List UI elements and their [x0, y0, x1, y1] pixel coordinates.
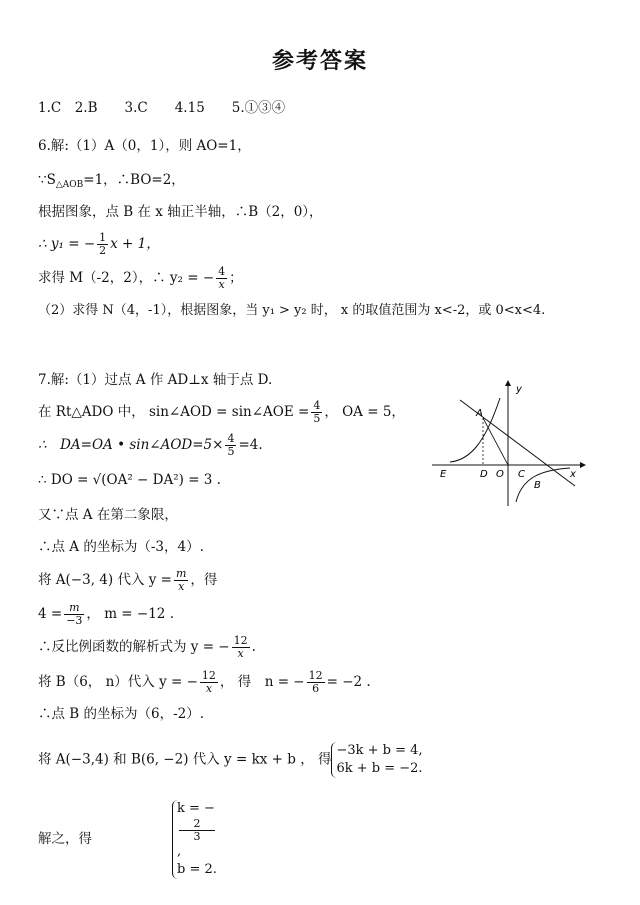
q7-b-post: ， OA = 5， [324, 404, 405, 420]
segment-ao [483, 418, 508, 465]
q7-line-g [38, 568, 217, 593]
q7-m-system [172, 800, 217, 879]
q7-j-num2: 12 [308, 669, 323, 682]
hyperbola-branch-left [450, 398, 500, 462]
y-axis-arrow [505, 380, 511, 386]
q6-d-den: 2 [99, 244, 107, 257]
label-y: y [516, 384, 522, 395]
q7-line-i [38, 635, 256, 660]
q7-m-den: 3 [193, 830, 201, 843]
q7-h-num: m [64, 602, 84, 615]
q7-b-num: 4 [313, 399, 321, 412]
q7-m-frac [179, 818, 215, 843]
q7-m-s1-pre: k = − [177, 801, 215, 816]
q6-d-post: x + 1， [110, 236, 160, 252]
label-o: O [496, 469, 504, 480]
q7-g-frac [174, 568, 188, 593]
q6-d-pre: ∴ y₁ = − [38, 236, 96, 252]
q6-line-b [38, 170, 185, 195]
q7-j-den: x [205, 682, 213, 695]
q7-i-pre: ∴反比例函数的解析式为 y = − [38, 639, 230, 655]
q6-line-c: 根据图象，点 B 在 x 轴正半轴，∴B（2，0）， [38, 204, 323, 220]
q6-b-post: =1，∴BO=2， [83, 172, 185, 188]
label-d: D [480, 469, 488, 480]
q6-d-frac [97, 232, 108, 257]
q7-c-den: 5 [227, 445, 235, 458]
q6-b-sub: △AOB [55, 180, 84, 190]
function-graph [430, 378, 590, 508]
q7-line-j [38, 670, 371, 695]
label-c: C [518, 469, 525, 480]
q6-line-a: 6.解:（1）A（0，1），则 AO=1， [38, 138, 251, 154]
q6-e-pre: 求得 M（-2，2），∴ y₂ = − [38, 270, 215, 286]
q6-e-num: 4 [218, 265, 226, 278]
q7-i-post: . [251, 639, 256, 655]
label-a: A [476, 408, 483, 419]
q7-h-den: −3 [66, 614, 83, 627]
q7-line-b [38, 400, 405, 425]
q7-j-frac2 [307, 670, 325, 695]
q7-i-frac [232, 635, 250, 660]
q7-j-mid: ， 得 n = − [219, 674, 305, 690]
q7-line-l [38, 742, 423, 778]
label-x: x [570, 469, 576, 480]
q7-j-den2: 6 [312, 682, 320, 695]
q6-line-f: （2）求得 N（4，-1），根据图象，当 y₁ > y₂ 时， x 的取值范围为 x<-2，或 0<x<4. [38, 303, 546, 318]
q7-j-num: 12 [201, 669, 216, 682]
q7-i-num: 12 [233, 634, 248, 647]
page-title: 参考答案 [271, 48, 368, 74]
q7-line-m [38, 800, 217, 879]
q7-line-d: ∴ DO = √(OA² − DA²) = 3 . [38, 472, 221, 488]
q7-m-num: 2 [179, 818, 215, 831]
q7-c-pre: ∴ DA=OA • sin∠AOD=5× [38, 437, 224, 453]
q6-b-pre: ∵S [38, 172, 56, 188]
q6-e-frac [216, 266, 227, 291]
q7-l-pre: 将 A(−3,4) 和 B(6, −2) 代入 y = kx + b ， 得 [38, 751, 332, 768]
q7-m-pre: 解之，得 [38, 831, 92, 847]
q7-line-c [38, 433, 263, 458]
q7-g-den: x [178, 580, 185, 593]
q7-line-e: 又∵点 A 在第二象限， [38, 507, 178, 523]
label-e: E [440, 469, 447, 480]
q6-line-d [38, 232, 160, 257]
q7-c-post: =4. [238, 437, 263, 453]
x-axis-arrow [580, 462, 586, 468]
q7-line-a: 7.解:（1）过点 A 作 AD⊥x 轴于点 D. [38, 372, 273, 388]
q7-m-eq1 [177, 800, 217, 861]
q6-d-num: 1 [99, 231, 107, 244]
q7-b-frac [311, 400, 322, 425]
q7-c-num: 4 [227, 432, 235, 445]
q7-b-pre: 在 Rt△ADO 中， sin∠AOD = sin∠AOE = [38, 404, 310, 420]
q7-line-k: ∴点 B 的坐标为（6，-2）. [38, 706, 205, 722]
q7-line-f: ∴点 A 的坐标为（-3，4）. [38, 539, 204, 555]
q7-h-post: ， m = −12 . [86, 606, 174, 622]
q7-c-frac [225, 433, 236, 458]
q7-g-pre: 将 A(−3, 4) 代入 y = [38, 572, 172, 588]
q7-l-system [331, 742, 422, 778]
q7-b-den: 5 [313, 412, 321, 425]
q7-g-post: ，得 [190, 572, 218, 588]
q6-e-den: x [218, 278, 225, 291]
q7-j-frac1 [200, 670, 218, 695]
answers-1-5: 1.C 2.B 3.C 4.15 5.①③④ [38, 100, 286, 116]
q7-m-eq2: b = 2. [177, 862, 217, 877]
label-b: B [534, 480, 541, 491]
q7-g-num: m [175, 567, 187, 580]
q7-j-post: = −2 . [326, 674, 371, 690]
q7-h-pre: 4 = [38, 606, 63, 622]
q6-e-post: ； [229, 270, 243, 286]
q7-line-h [38, 602, 174, 627]
q6-line-e [38, 266, 243, 291]
q7-l-eq2: 6k + b = −2. [336, 761, 423, 776]
q7-l-eq1: −3k + b = 4, [336, 743, 423, 758]
q7-j-pre: 将 B（6， n）代入 y = − [38, 674, 198, 690]
q7-h-frac [64, 602, 84, 627]
q7-i-den: x [237, 647, 244, 660]
q7-m-s1-post: , [177, 844, 182, 859]
